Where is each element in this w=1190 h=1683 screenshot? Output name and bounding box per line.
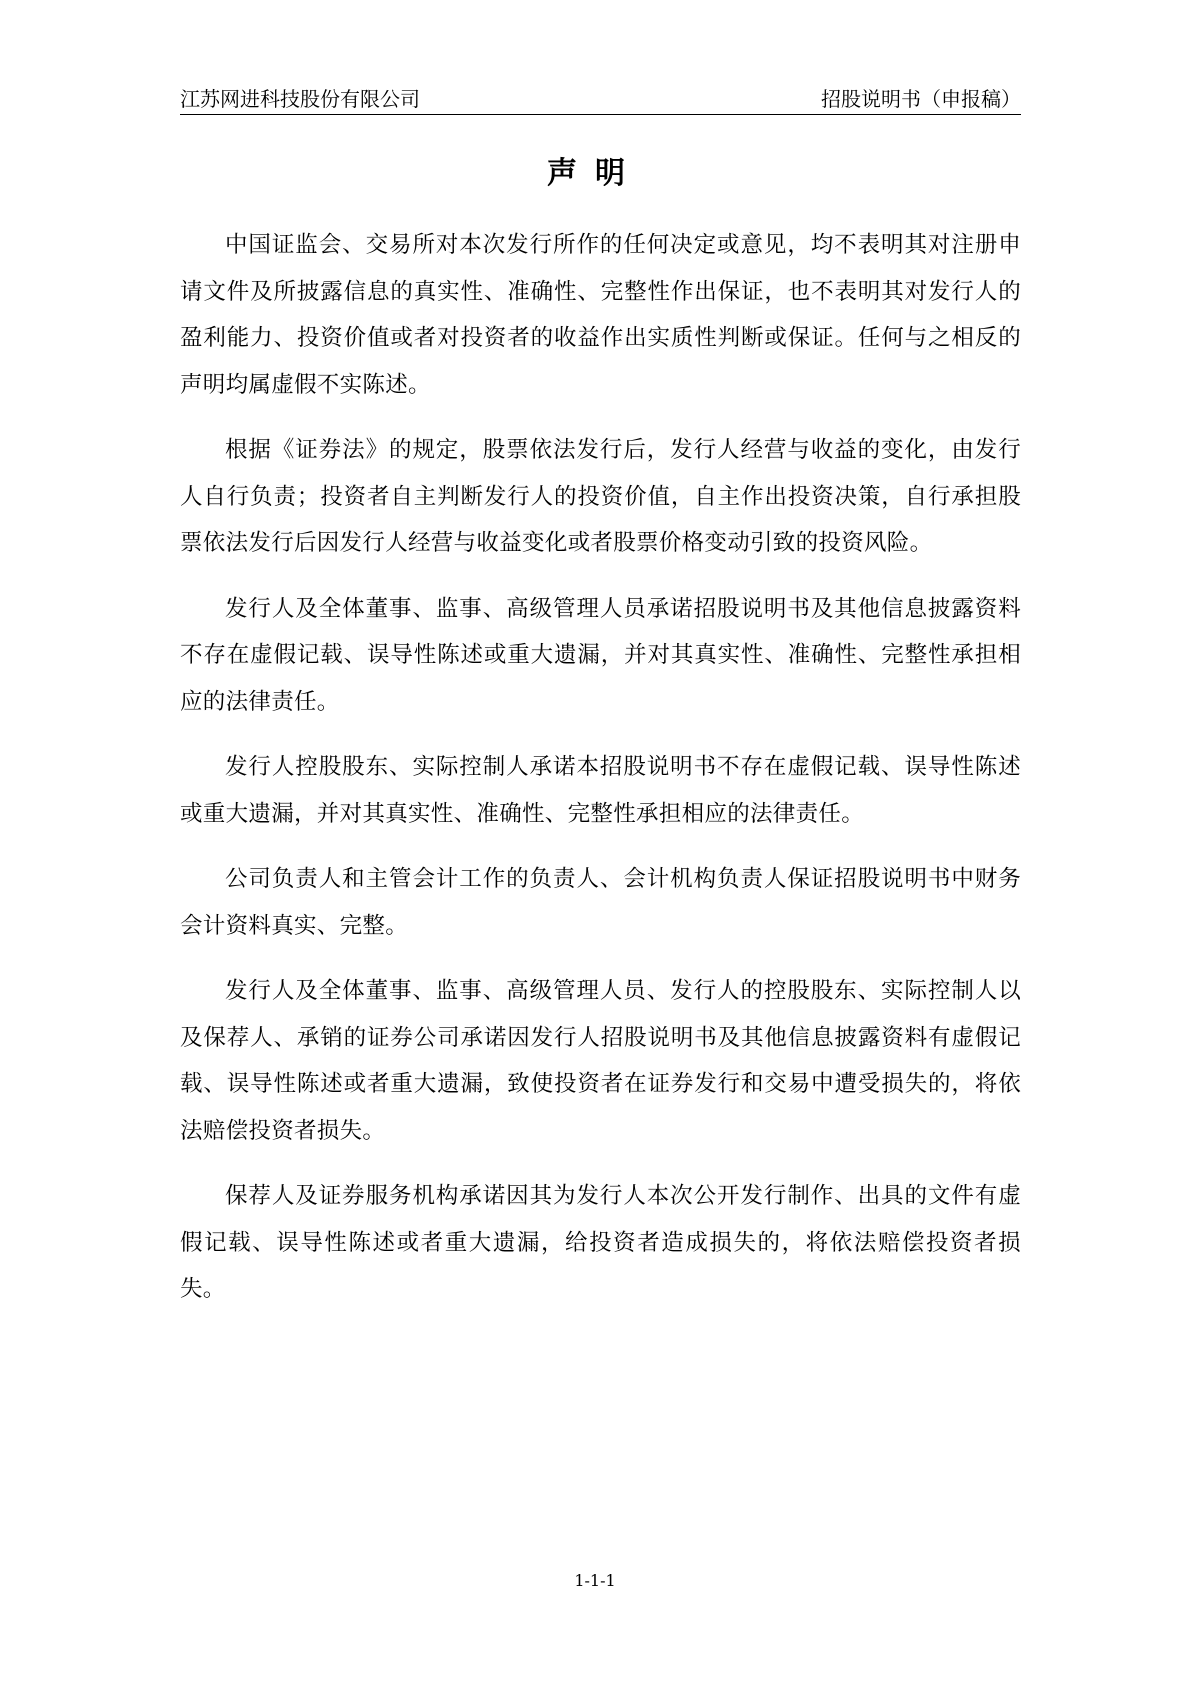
page-title: 声明 (547, 156, 643, 191)
page-header (180, 84, 1021, 115)
paragraph: 公司负责人和主管会计工作的负责人、会计机构负责人保证招股说明书中财务会计资料真实、完整。 (180, 866, 1021, 939)
header-company-name: 江苏网进科技股份有限公司 (180, 87, 420, 111)
paragraph: 根据《证券法》的规定，股票依法发行后，发行人经营与收益的变化，由发行人自行负责；投资者自主判断发行人的投资价值，自主作出投资决策，自行承担股票依法发行后因发行人经营与收益变化或者股票价格变动引致的投资风险。 (180, 437, 1021, 556)
paragraph: 发行人及全体董事、监事、高级管理人员承诺招股说明书及其他信息披露资料不存在虚假记载、误导性陈述或重大遗漏，并对其真实性、准确性、完整性承担相应的法律责任。 (180, 595, 1021, 715)
declaration-body (180, 222, 1021, 1332)
paragraph: 保荐人及证券服务机构承诺因其为发行人本次公开发行制作、出具的文件有虚假记载、误导性陈述或者重大遗漏，给投资者造成损失的，将依法赔偿投资者损失。 (180, 1183, 1021, 1302)
paragraph: 中国证监会、交易所对本次发行所作的任何决定或意见，均不表明其对注册申请文件及所披露信息的真实性、准确性、完整性作出保证，也不表明其对发行人的盈利能力、投资价值或者对投资者的收益作出实质性判断或保证。任何与之相反的声明均属虚假不实陈述。 (180, 232, 1021, 398)
paragraph: 发行人控股股东、实际控制人承诺本招股说明书不存在虚假记载、误导性陈述或重大遗漏，并对其真实性、准确性、完整性承担相应的法律责任。 (180, 754, 1021, 827)
page-number: 1-1-1 (574, 1571, 616, 1590)
header-document-type: 招股说明书（申报稿） (821, 87, 1021, 111)
paragraph: 发行人及全体董事、监事、高级管理人员、发行人的控股股东、实际控制人以及保荐人、承销的证券公司承诺因发行人招股说明书及其他信息披露资料有虚假记载、误导性陈述或者重大遗漏，致使投资者在证券发行和交易中遭受损失的，将依法赔偿投资者损失。 (180, 978, 1021, 1144)
